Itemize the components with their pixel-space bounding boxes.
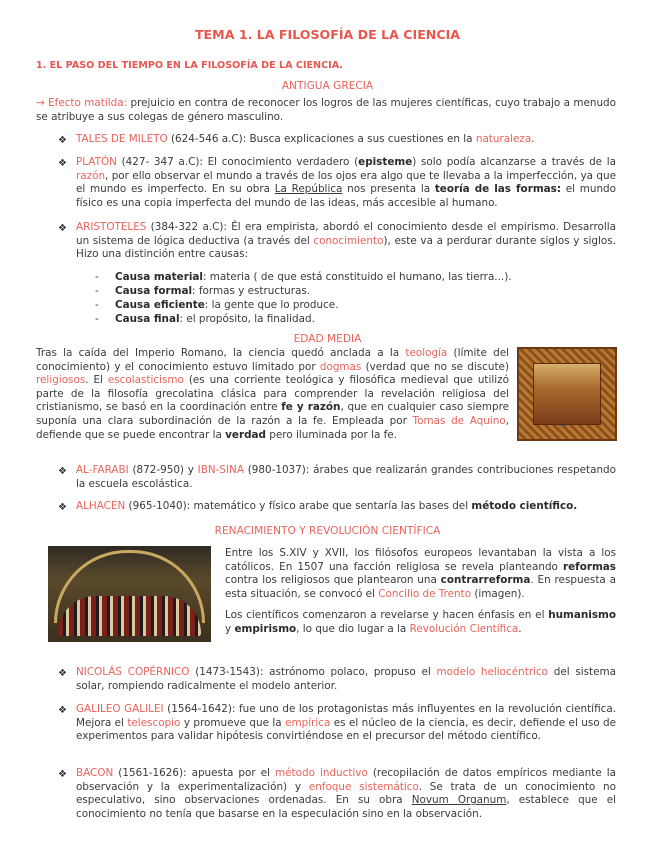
alfarabi-item: AL-FARABI (872-950) y IBN-SINA (980-1037): árabes que realizarán grandes contribuciones respetando la escuela escolástica. [76,464,616,490]
bullet-icon: ❖ [58,769,67,780]
copernico-item: NICOLÁS COPÉRNICO (1473-1543): astrónomo polaco, propuso el modelo heliocéntrico del sistema solar, rompiendo radicalmente el modelo anterior. [76,666,617,692]
efecto-matilda-paragraph: → Efecto matilda: prejuicio en contra de reconocer los logros de las mujeres científicas, cuyo trabajo a menudo se atribuye a sus colegas de género masculino. [36,97,617,123]
causa-list-item: - Causa material: materia ( de que está constituido el humano, las tierra...). [95,271,512,283]
subsection-renacimiento: RENACIMIENTO Y REVOLUCIÓN CIENTÍFICA [214,525,441,537]
aristoteles-item: ARISTOTELES (384-322 a.C): Él era empirista, abordó el conocimiento desde el empirismo. Desarrolla un sistema de lógica deductiva (a través del conocimiento), este va a perdurar durante siglos y siglos. Hizo una distinción entre causas: [76,221,616,261]
causa-list-item: - Causa formal: formas y estructuras. [95,285,311,297]
bullet-icon: ❖ [58,502,67,513]
bullet-icon: ❖ [58,668,67,679]
galileo-item: GALILEO GALILEI (1564-1642): fue uno de los protagonistas más influyentes en la revolución científica. Mejora el telescopio y promueve que la empírica es el núcleo de la ciencia, es decir, defiende el uso de experimentos para validar hipótesis convirtiéndose en el precursor del método científico. [76,703,616,743]
alhacen-item: ALHACEN (965-1040): matemático y físico arabe que sentaría las bases del método científico. [76,500,578,512]
bullet-icon: ❖ [58,223,67,234]
concilio-de-trento-image [48,546,211,642]
tales-item: TALES DE MILETO (624-546 a.C): Busca explicaciones a sus cuestiones en la naturaleza. [76,133,535,145]
bullet-icon: ❖ [58,466,67,477]
medieval-illustration-image [517,347,617,441]
platon-item: PLATÓN (427- 347 a.C): El conocimiento verdadero (episteme) solo podía alcanzarse a través de la razón, por ello observar el mundo a través de los ojos era algo que te llevaba a la imperfección, ya que el mundo es imperfecto. En su obra La República nos presenta la teoría de las formas: el mundo físico es una copia imperfecta del mundo de las ideas, más accesible al humano. [76,156,616,209]
causa-list-item: - Causa eficiente: la gente que lo produce. [95,299,339,311]
subsection-antigua-grecia: ANTIGUA GRECIA [281,80,374,92]
page-title: TEMA 1. LA FILOSOFÍA DE LA CIENCIA [194,27,461,42]
subsection-edad-media: EDAD MEDIA [293,333,362,345]
bacon-item: BACON (1561-1626): apuesta por el método inductivo (recopilación de datos empíricos mediante la observación y la experimentalización) y enfoque sistemático. Se trata de un conocimiento no especulativo, sino observaciones ordenadas. En su obra Novum Organum, establece que el conocimiento no tenía que basarse en la especulación sino en la observación. [76,767,617,820]
renacimiento-paragraph-2: Los científicos comenzaron a revelarse y hacen énfasis en el humanismo y empirismo, lo que dio lugar a la Revolución Científica. [225,609,616,635]
edad-media-paragraph: Tras la caída del Imperio Romano, la ciencia quedó anclada a la teología (límite del conocimiento) y el conocimiento estuvo limitado por dogmas (verdad que no se discute) religiosos. El escolasticismo (es una corriente teológica y filosófica medieval que utilizó parte de la filosofía grecolatina clásica para comprender la revelación religiosa del cristianismo, se basó en la coordinación entre fe y razón, que en cualquier caso siempre suponía una clara subordinación de la razón a la fe. Empleada por Tomas de Aquino, defiende que se puede encontrar la verdad pero iluminada por la fe. [36,347,509,441]
bullet-icon: ❖ [58,135,67,146]
bullet-icon: ❖ [58,158,67,169]
renacimiento-paragraph-1: Entre los S.XIV y XVII, los filósofos europeos levantaban la vista a los católicos. En 1507 una facción religiosa se revela planteando reformas contra los religiosos que plantearon una contrarreforma. En respuesta a esta situación, se convocó el Concilio de Trento (imagen). [225,547,616,600]
bullet-icon: ❖ [58,705,67,716]
causa-list-item: - Causa final: el propósito, la finalidad. [95,313,315,325]
section-heading: 1. EL PASO DEL TIEMPO EN LA FILOSOFÍA DE LA CIENCIA. [36,60,343,71]
